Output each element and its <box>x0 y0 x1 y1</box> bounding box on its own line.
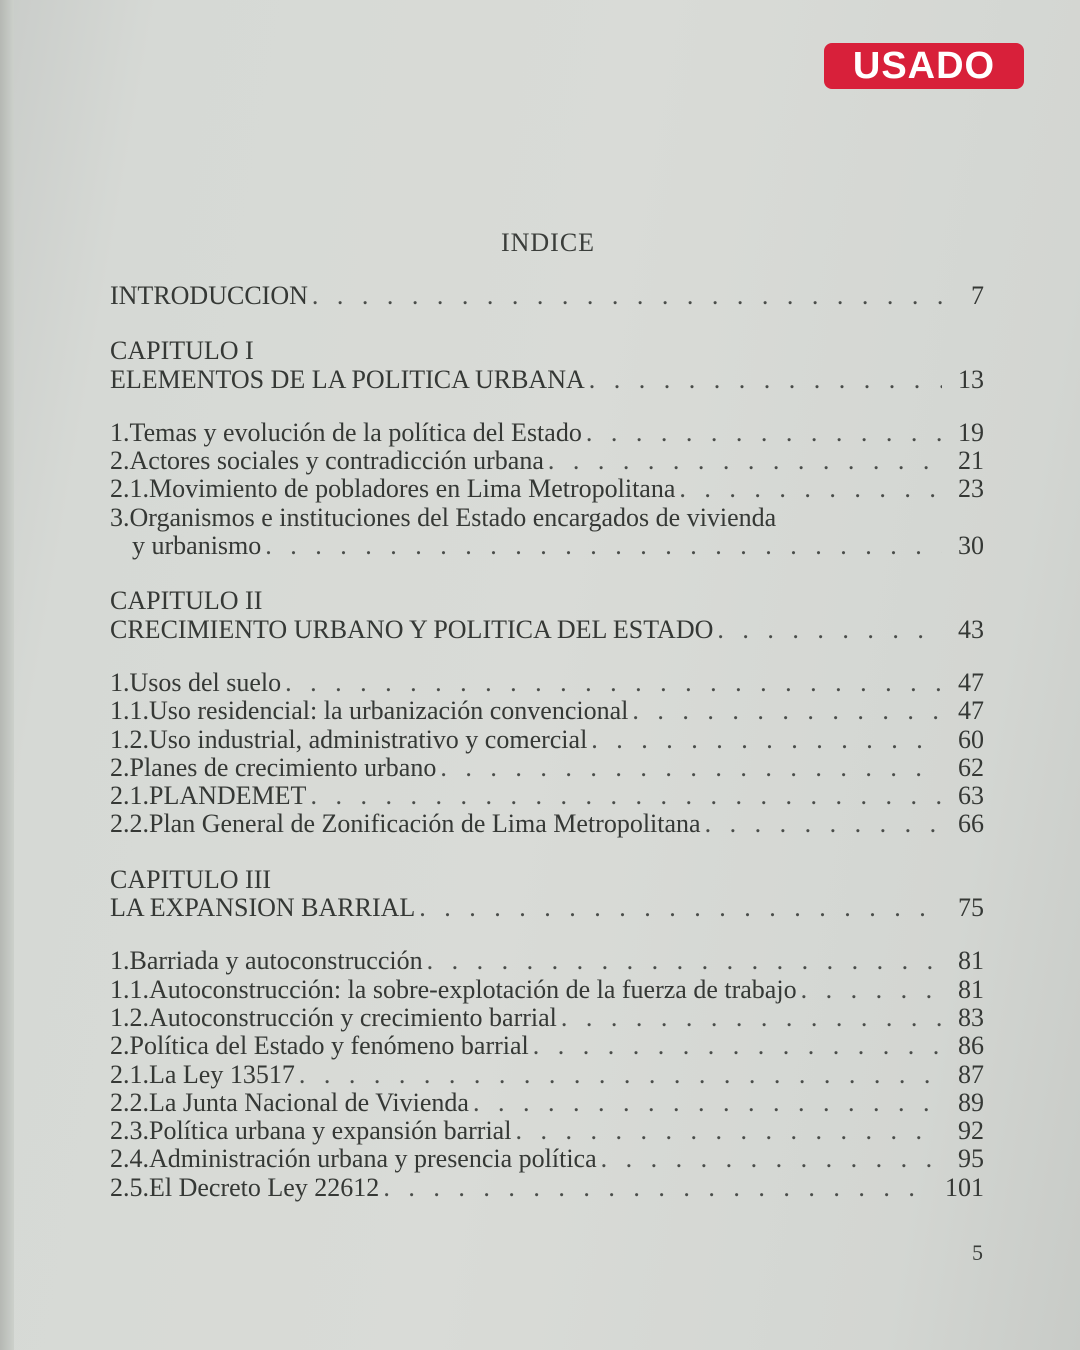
toc-entry-page: 47 <box>958 696 984 726</box>
dot-leader <box>310 782 942 810</box>
toc-entry <box>110 532 984 560</box>
toc-entry-page: 89 <box>958 1087 984 1117</box>
toc-entry-title: 1.1.Uso residencial: la urbanización convencional <box>110 696 629 726</box>
toc-entry-page: 30 <box>958 531 984 561</box>
page-number: 5 <box>972 1240 983 1265</box>
chapter-label: CAPITULO I <box>110 336 254 366</box>
dot-leader <box>427 947 942 975</box>
toc-entry-title: 2.Actores sociales y contradicción urbana <box>110 446 544 476</box>
chapter-title-row <box>110 366 984 394</box>
toc-entry <box>110 1145 984 1173</box>
chapter-page: 75 <box>958 893 984 923</box>
toc-entry <box>110 726 984 754</box>
toc-entry-page: 86 <box>958 1031 984 1061</box>
toc-entry-title: 1.Usos del suelo <box>110 667 282 697</box>
dot-leader <box>801 976 942 1004</box>
toc-entry <box>110 475 984 503</box>
toc-entry-page: 87 <box>958 1059 984 1089</box>
toc-entry-page: 47 <box>958 667 984 697</box>
dot-leader <box>548 447 942 475</box>
toc-entry-page: 63 <box>958 781 984 811</box>
toc-entry-introduccion <box>110 282 984 310</box>
dot-leader <box>440 754 942 782</box>
toc-entry-page: 81 <box>958 946 984 976</box>
toc-entry-title: 1.Barriada y autoconstrucción <box>110 946 423 976</box>
index-heading: INDICE <box>500 228 596 257</box>
toc-entry-title: 2.5.El Decreto Ley 22612 <box>110 1172 380 1202</box>
dot-leader <box>312 282 942 310</box>
toc-entry <box>110 1004 984 1032</box>
dot-leader <box>705 810 942 838</box>
toc-entry <box>110 976 984 1004</box>
toc-entry-page: 62 <box>958 752 984 782</box>
toc-entry-title: 1.Temas y evolución de la política del Estado <box>110 417 582 447</box>
toc-entry <box>110 1089 984 1117</box>
toc-entry-page: 101 <box>945 1172 984 1202</box>
toc-entry-title: 2.1.Movimiento de pobladores en Lima Metropolitana <box>110 474 676 504</box>
toc-entry <box>110 1032 984 1060</box>
chapter-label: CAPITULO III <box>110 864 272 894</box>
toc-entry-title: 1.2.Uso industrial, administrativo y comercial <box>110 724 588 754</box>
toc-entry-page: 66 <box>958 809 984 839</box>
dot-leader <box>285 669 942 697</box>
chapter-page: 13 <box>958 364 984 394</box>
toc-entry-title: 2.Política del Estado y fenómeno barrial <box>110 1031 529 1061</box>
dot-leader <box>586 419 942 447</box>
toc-entry-title: 2.2.La Junta Nacional de Vivienda <box>110 1087 469 1117</box>
chapter-page: 43 <box>958 614 984 644</box>
toc-entry-page: 83 <box>958 1002 984 1032</box>
toc-entry <box>110 1061 984 1089</box>
toc-entry <box>110 447 984 475</box>
toc-entry-page: 60 <box>958 724 984 754</box>
toc-entry-page: 21 <box>958 446 984 476</box>
dot-leader <box>265 532 942 560</box>
toc-entry-title: 2.4.Administración urbana y presencia política <box>110 1144 597 1174</box>
dot-leader <box>561 1004 942 1032</box>
dot-leader <box>632 697 942 725</box>
dot-leader <box>601 1145 942 1173</box>
toc-entry-title: 2.3.Política urbana y expansión barrial <box>110 1116 512 1146</box>
chapter-title: CRECIMIENTO URBANO Y POLITICA DEL ESTADO <box>110 614 714 644</box>
toc-entry-title: 1.2.Autoconstrucción y crecimiento barrial <box>110 1002 557 1032</box>
toc-entry <box>110 810 984 838</box>
toc-entry <box>110 419 984 447</box>
toc-entry <box>110 947 984 975</box>
toc-entry-title: 2.1.PLANDEMET <box>110 781 307 811</box>
toc-entry <box>110 1117 984 1145</box>
dot-leader <box>515 1117 942 1145</box>
toc-entry-page: 95 <box>958 1144 984 1174</box>
dot-leader <box>383 1174 933 1202</box>
toc-entry-title: 1.1.Autoconstrucción: la sobre-explotación de la fuerza de trabajo <box>110 974 797 1004</box>
toc-entry-page: 81 <box>958 974 984 1004</box>
dot-leader <box>299 1061 942 1089</box>
chapter-title: ELEMENTOS DE LA POLITICA URBANA <box>110 364 585 394</box>
toc-entry-page: 92 <box>958 1116 984 1146</box>
dot-leader <box>591 726 942 754</box>
toc-entry-page: 19 <box>958 417 984 447</box>
toc-entry <box>110 782 984 810</box>
table-of-contents <box>110 282 984 1202</box>
toc-entry-title: 2.1.La Ley 13517 <box>110 1059 295 1089</box>
toc-entry <box>110 697 984 725</box>
toc-entry-title: 2.Planes de crecimiento urbano <box>110 752 437 782</box>
dot-leader <box>679 475 942 503</box>
toc-entry-title: 2.2.Plan General de Zonificación de Lima Metropolitana <box>110 809 701 839</box>
dot-leader <box>533 1032 942 1060</box>
toc-entry-title-continued: y urbanismo <box>132 531 262 561</box>
page-binding-edge <box>0 0 14 1350</box>
chapter-title: LA EXPANSION BARRIAL <box>110 893 416 923</box>
toc-entry-title: 3.Organismos e instituciones del Estado encargados de vivienda <box>110 502 777 532</box>
dot-leader <box>473 1089 942 1117</box>
toc-entry-page: 23 <box>958 474 984 504</box>
toc-entry-page: 7 <box>971 281 984 310</box>
toc-entry-title: INTRODUCCION <box>110 281 308 310</box>
chapter-label: CAPITULO II <box>110 586 263 616</box>
dot-leader <box>717 616 942 644</box>
usado-badge: USADO <box>824 43 1024 89</box>
dot-leader <box>419 894 942 922</box>
dot-leader <box>589 366 942 394</box>
toc-entry <box>110 669 984 697</box>
chapter-title-row <box>110 616 984 644</box>
toc-entry <box>110 754 984 782</box>
chapter-title-row <box>110 894 984 922</box>
toc-entry <box>110 1174 984 1202</box>
